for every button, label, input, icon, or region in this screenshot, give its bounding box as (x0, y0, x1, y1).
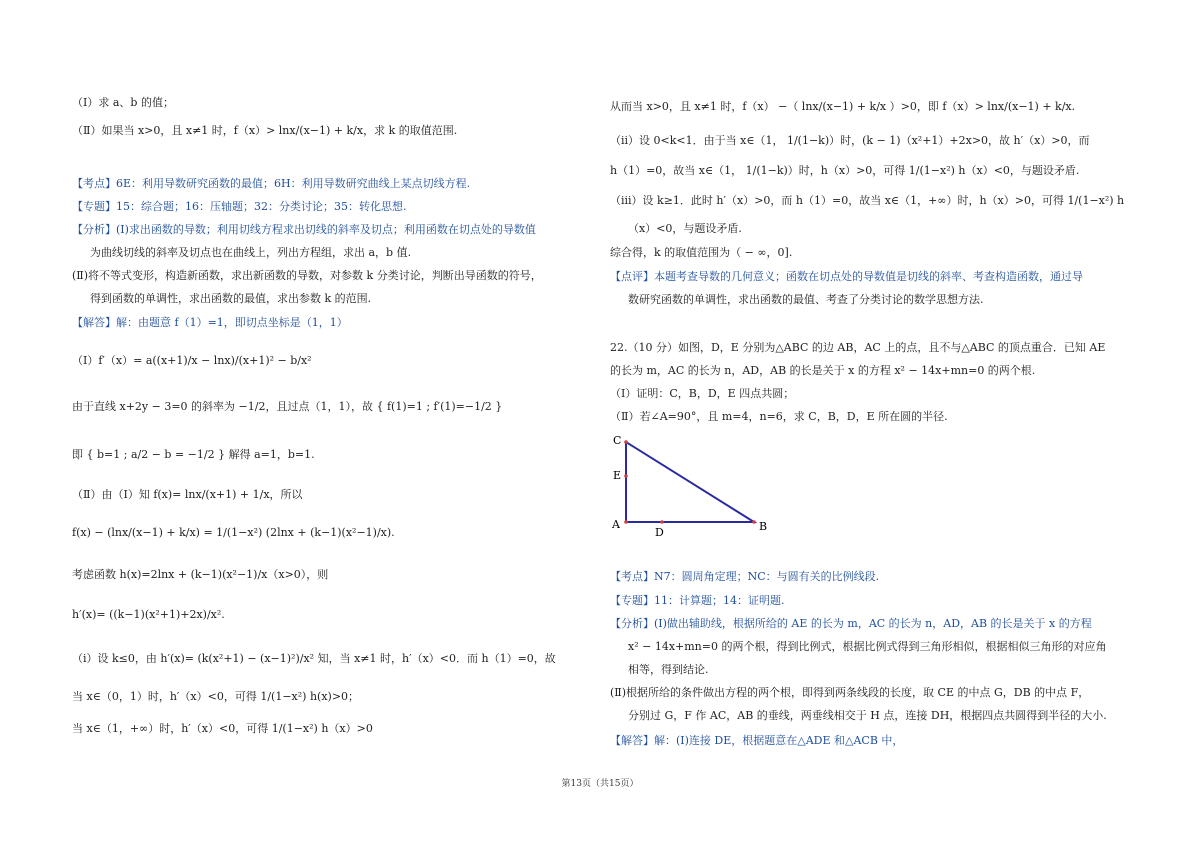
label-e: E (613, 469, 622, 482)
point-b (752, 520, 756, 524)
q22-part1: （Ⅰ）证明：C，B，D，E 四点共圆； (610, 387, 795, 400)
define-h: 考虑函数 h(x)=2lnx + (k−1)(x²−1)/x（x>0），则 (72, 568, 329, 581)
case-iii-2: （x）<0，与题设矛盾. (628, 222, 742, 235)
dianping-1: 【点评】本题考查导数的几何意义；函数在切点处的导数值是切线的斜率、考查构造函数，通过导 (610, 270, 1083, 283)
point-c (624, 440, 628, 444)
triangle-figure (610, 430, 780, 540)
case-ii-2: h（1）=0，故当 x∈（1， 1/(1−k)）时，h（x）>0，可得 1/(1−x²) h（x）<0，与题设矛盾. (610, 164, 1080, 177)
question-part-2: （Ⅱ）如果当 x>0，且 x≠1 时，f（x）> lnx/(x−1) + k/x，求 k 的取值范围. (72, 124, 458, 137)
fenxi-4: 得到函数的单调性，求出函数的最值，求出参数 k 的范围. (90, 292, 372, 305)
label-b: B (759, 520, 768, 533)
label-c: C (613, 434, 622, 447)
point-a (624, 520, 628, 524)
zhuanti: 【专题】15：综合题；16：压轴题；32：分类讨论；35：转化思想. (72, 200, 407, 213)
q22-part2: （Ⅱ）若∠A=90°，且 m=4，n=6，求 C，B，D，E 所在圆的半径. (610, 410, 948, 423)
q22-fenxi-2: x² − 14x+mn=0 的两个根，得到比例式，根据比例式得到三角形相似，根据相似三角形的对应角 (628, 640, 1107, 653)
solve-ab: 即 { b=1 ; a/2 − b = −1/2 } 解得 a=1，b=1. (72, 448, 315, 461)
label-d: D (655, 526, 664, 539)
q22-kaodian: 【考点】N7：圆周角定理；NC：与圆有关的比例线段. (610, 570, 880, 583)
q22-fenxi-5: 分别过 G，F 作 AC，AB 的垂线，两垂线相交于 H 点，连接 DH，根据四点共圆得到半径的大小. (628, 709, 1107, 722)
case-i-interval-2: 当 x∈（1，+∞）时，h′（x）<0，可得 1/(1−x²) h（x）>0 (72, 722, 373, 735)
fenxi-3: (Ⅱ)将不等式变形，构造新函数，求出新函数的导数，对参数 k 分类讨论，判断出导函数的符号， (72, 269, 542, 282)
case-i: （i）设 k≤0，由 h′(x)= (k(x²+1) − (x−1)²)/x² 知，当 x≠1 时，h′（x）<0．而 h（1）=0，故 (72, 652, 556, 665)
page-footer: 第13页（共15页） (561, 779, 639, 789)
triangle-abc (626, 442, 754, 522)
k-range: 综合得，k 的取值范围为（ − ∞，0]. (610, 246, 793, 259)
derivative-formula: （Ⅰ）f′（x）= a((x+1)/x − lnx)/(x+1)² − b/x² (72, 354, 312, 367)
slope-condition: 由于直线 x+2y − 3=0 的斜率为 −1/2，且过点（1，1），故 { f(1)=1 ; f′(1)=−1/2 } (72, 400, 503, 413)
fenxi-1: 【分析】(Ⅰ)求出函数的导数；利用切线方程求出切线的斜率及切点；利用函数在切点处的导数值 (72, 223, 536, 236)
part2-intro: （Ⅱ）由（Ⅰ）知 f(x)= lnx/(x+1) + 1/x，所以 (72, 488, 303, 501)
q22-fenxi-1: 【分析】(Ⅰ)做出辅助线，根据所给的 AE 的长为 m，AC 的长为 n，AD，AB 的长是关于 x 的方程 (610, 617, 1092, 630)
fenxi-2: 为曲线切线的斜率及切点也在曲线上，列出方程组，求出 a，b 值. (90, 246, 412, 259)
q22-jieda: 【解答】解：(Ⅰ)连接 DE，根据题意在△ADE 和△ACB 中， (610, 734, 904, 747)
q22-1: 22.（10 分）如图，D，E 分别为△ABC 的边 AB，AC 上的点，且不与△ABC 的顶点重合．已知 AE (610, 341, 1106, 354)
kaodian: 【考点】6E：利用导数研究函数的最值；6H：利用导数研究曲线上某点切线方程. (72, 177, 471, 190)
point-e (624, 474, 628, 478)
q22-zhuanti: 【专题】11：计算题；14：证明题. (610, 594, 785, 607)
conclusion-line: 从而当 x>0，且 x≠1 时，f（x） −（ lnx/(x−1) + k/x ）>0，即 f（x）> lnx/(x−1) + k/x. (610, 100, 1076, 113)
q22-2: 的长为 m，AC 的长为 n，AD，AB 的长是关于 x 的方程 x² − 14x+mn=0 的两个根. (610, 364, 1036, 377)
dianping-2: 数研究函数的单调性，求出函数的最值、考查了分类讨论的数学思想方法. (628, 293, 984, 306)
case-ii-1: （ii）设 0<k<1．由于当 x∈（1， 1/(1−k)）时，(k − 1)（x²+1）+2x>0，故 h′（x）>0，而 (610, 134, 1090, 147)
jieda-1: 【解答】解：由题意 f（1）=1，即切点坐标是（1，1） (72, 316, 348, 329)
h-derivative: h′(x)= ((k−1)(x²+1)+2x)/x². (72, 608, 225, 621)
case-i-interval-1: 当 x∈（0，1）时，h′（x）<0，可得 1/(1−x²) h(x)>0； (72, 690, 360, 703)
part2-difference: f(x) − (lnx/(x−1) + k/x) = 1/(1−x²) (2lnx + (k−1)(x²−1)/x). (72, 526, 395, 539)
label-a: A (612, 518, 620, 531)
point-d (660, 520, 664, 524)
q22-fenxi-3: 相等，得到结论. (628, 663, 709, 676)
question-part-1: （Ⅰ）求 a、b 的值； (72, 96, 174, 109)
q22-fenxi-4: (Ⅱ)根据所给的条件做出方程的两个根，即得到两条线段的长度，取 CE 的中点 G，DB 的中点 F， (610, 686, 1090, 699)
case-iii-1: （iii）设 k≥1．此时 h′（x）>0，而 h（1）=0，故当 x∈（1，+∞）时，h（x）>0，可得 1/(1−x²) h (610, 194, 1125, 207)
